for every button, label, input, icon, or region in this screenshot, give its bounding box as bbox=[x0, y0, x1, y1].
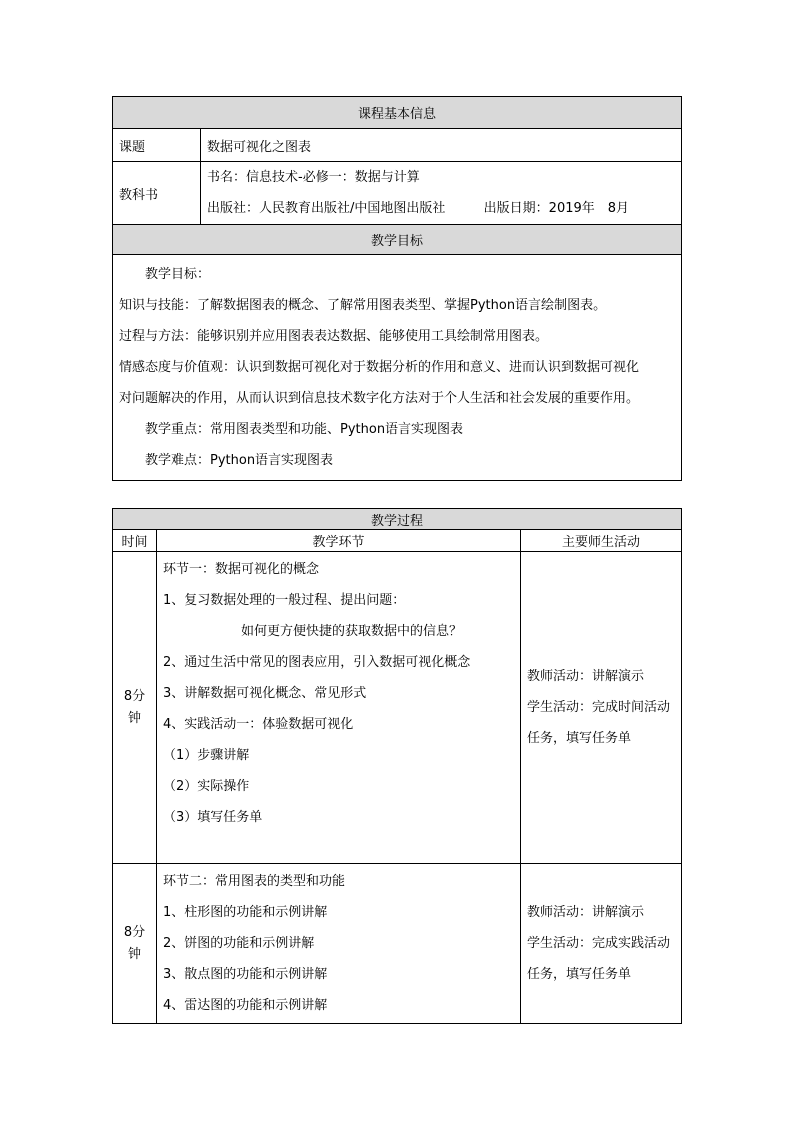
activity-item: 教师活动：讲解演示 bbox=[527, 905, 645, 920]
step-item: 如何更方便快捷的获取数据中的信息？ bbox=[241, 624, 463, 639]
row2-time-b: 钟 bbox=[127, 946, 141, 962]
objective-attitude-cont: 对问题解决的作用，从而认识到信息技术数字化方法对于个人生活和社会发展的重要作用。 bbox=[119, 391, 640, 406]
book-name: 书名：信息技术-必修一：数据与计算 bbox=[207, 170, 420, 185]
step-item: 1、柱形图的功能和示例讲解 bbox=[163, 905, 328, 920]
step-item: 2、通过生活中常见的图表应用，引入数据可视化概念 bbox=[163, 655, 471, 670]
step-item: 环节一：数据可视化的概念 bbox=[163, 562, 320, 577]
col-time-header: 时间 bbox=[113, 530, 157, 552]
row1-time-a: 8分 bbox=[123, 688, 146, 704]
step-item: 2、饼图的功能和示例讲解 bbox=[163, 936, 315, 951]
step-item: 1、复习数据处理的一般过程、提出问题： bbox=[163, 593, 406, 608]
course-info-header: 课程基本信息 bbox=[113, 97, 682, 129]
teaching-focus: 教学重点：常用图表类型和功能、Python语言实现图表 bbox=[145, 422, 464, 437]
activity-item: 学生活动：完成时间活动 bbox=[527, 700, 671, 715]
activity-item: 学生活动：完成实践活动 bbox=[527, 936, 671, 951]
topic-value: 数据可视化之图表 bbox=[201, 129, 682, 162]
step-item: 3、讲解数据可视化概念、常见形式 bbox=[163, 686, 367, 701]
objective-knowledge: 知识与技能：了解数据图表的概念、了解常用图表类型、掌握Python语言绘制图表。 bbox=[119, 298, 607, 313]
row1-steps bbox=[157, 552, 521, 864]
row2-time-a: 8分 bbox=[123, 924, 146, 940]
col-activity-header: 主要师生活动 bbox=[521, 530, 682, 552]
row2-steps bbox=[157, 864, 521, 1024]
publisher-line bbox=[207, 193, 675, 224]
objectives-header: 教学目标 bbox=[113, 225, 682, 255]
objective-attitude: 情感态度与价值观：认识到数据可视化对于数据分析的作用和意义、进而认识到数据可视化 bbox=[119, 360, 640, 375]
row2-activities bbox=[521, 864, 682, 1024]
topic-label: 课题 bbox=[113, 129, 201, 162]
row1-activities bbox=[521, 552, 682, 864]
course-info-table bbox=[112, 96, 682, 481]
row1-time-b: 钟 bbox=[127, 710, 141, 726]
process-header: 教学过程 bbox=[113, 509, 682, 530]
activity-item: 任务，填写任务单 bbox=[527, 967, 632, 982]
objectives-title: 教学目标： bbox=[145, 267, 211, 282]
publication-date: 出版日期：2019年 8月 bbox=[483, 201, 630, 216]
publisher: 出版社：人民教育出版社/中国地图出版社 bbox=[207, 201, 446, 216]
row1-time bbox=[113, 552, 157, 864]
objective-process: 过程与方法：能够识别并应用图表表达数据、能够使用工具绘制常用图表。 bbox=[119, 329, 549, 344]
row2-time bbox=[113, 864, 157, 1024]
textbook-info bbox=[201, 162, 682, 225]
teaching-process-table bbox=[112, 508, 682, 1024]
step-item: 环节二：常用图表的类型和功能 bbox=[163, 874, 346, 889]
step-item: （1）步骤讲解 bbox=[163, 748, 250, 763]
teaching-difficulty: 教学难点：Python语言实现图表 bbox=[145, 453, 334, 468]
activity-item: 任务，填写任务单 bbox=[527, 731, 632, 746]
col-step-header: 教学环节 bbox=[157, 530, 521, 552]
step-item: 4、雷达图的功能和示例讲解 bbox=[163, 998, 328, 1013]
step-item: （3）填写任务单 bbox=[163, 810, 263, 825]
table-row bbox=[113, 864, 682, 1024]
activity-item: 教师活动：讲解演示 bbox=[527, 669, 645, 684]
step-item: （2）实际操作 bbox=[163, 779, 250, 794]
step-item: 3、散点图的功能和示例讲解 bbox=[163, 967, 328, 982]
objectives-body bbox=[113, 255, 682, 481]
textbook-label: 教科书 bbox=[113, 162, 201, 225]
table-row bbox=[113, 552, 682, 864]
step-item: 4、实践活动一：体验数据可视化 bbox=[163, 717, 354, 732]
